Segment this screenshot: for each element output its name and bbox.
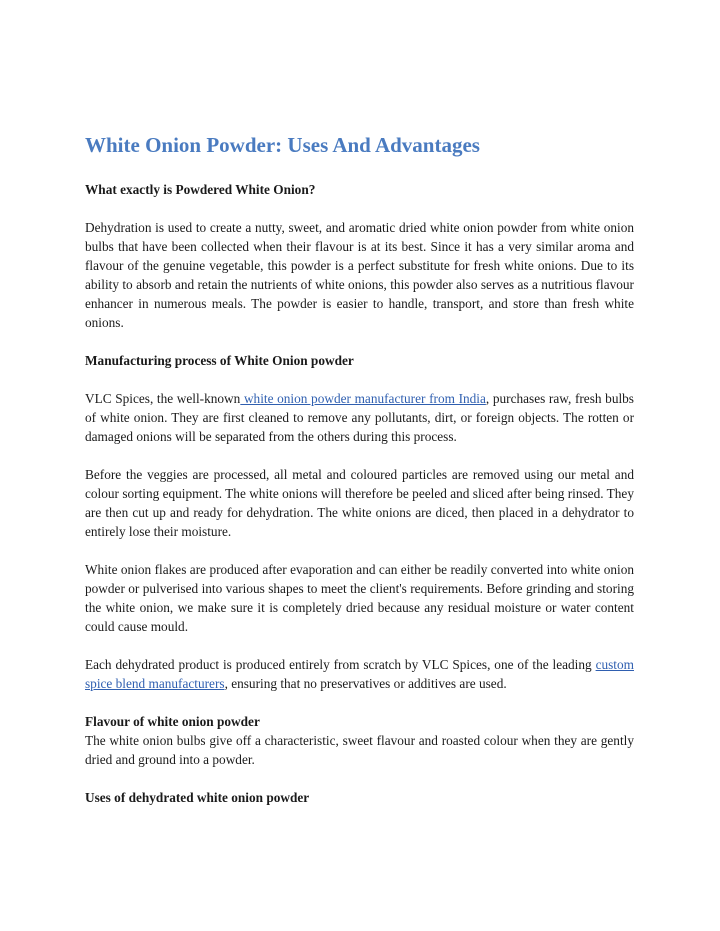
paragraph-text: , purchases raw, fresh bulbs of white onion. They are first cleaned to remove any pollutants, dirt, or foreign objects. The rotten or damaged onions will be separated from the others during this process. [85, 391, 634, 444]
paragraph-text: , ensuring that no preservatives or additives are used. [224, 676, 507, 691]
document-content [85, 132, 634, 807]
section-heading-manufacturing: Manufacturing process of White Onion powder [85, 353, 354, 368]
section-heading-uses: Uses of dehydrated white onion powder [85, 790, 310, 805]
paragraph-what: Dehydration is used to create a nutty, sweet, and aromatic dried white onion powder from white onion bulbs that have been collected when their flavour is at its best. Since it has a very similar aroma and flavour of the genuine vegetable, this powder is a perfect substitute for fresh white onions. Due to its ability to absorb and retain the nutrients of white onions, this powder also serves as a nutritious flavour enhancer in numerous meals. The powder is easier to handle, transport, and store than fresh white onions. [85, 220, 634, 330]
paragraph-text: VLC Spices, the well-known [85, 391, 241, 406]
section-heading-what: What exactly is Powdered White Onion? [85, 182, 316, 197]
paragraph-manufacturing-1 [85, 389, 634, 446]
paragraph-manufacturing-2: Before the veggies are processed, all metal and coloured particles are removed using our metal and colour sorting equipment. The white onions will therefore be peeled and sliced after being rinsed. They are then cut up and ready for dehydration. The white onions are diced, then placed in a dehydrator to entirely lose their moisture. [85, 467, 634, 539]
section-heading-flavour: Flavour of white onion powder [85, 714, 260, 729]
page-title: White Onion Powder: Uses And Advantages [85, 133, 480, 157]
manufacturer-link[interactable]: white onion powder manufacturer from India [240, 391, 486, 406]
paragraph-manufacturing-3: White onion flakes are produced after evaporation and can either be readily converted into white onion powder or pulverised into various shapes to meet the client's requirements. Before grinding and storing the white onion, we make sure it is completely dried because any residual moisture or water content could cause mould. [85, 562, 634, 634]
paragraph-manufacturing-4 [85, 655, 634, 693]
custom-spice-blend-link[interactable]: custom spice blend manufacturers [85, 657, 634, 691]
paragraph-flavour: The white onion bulbs give off a characteristic, sweet flavour and roasted colour when they are gently dried and ground into a powder. [85, 733, 634, 767]
paragraph-text: Each dehydrated product is produced entirely from scratch by VLC Spices, one of the leading [85, 657, 596, 672]
